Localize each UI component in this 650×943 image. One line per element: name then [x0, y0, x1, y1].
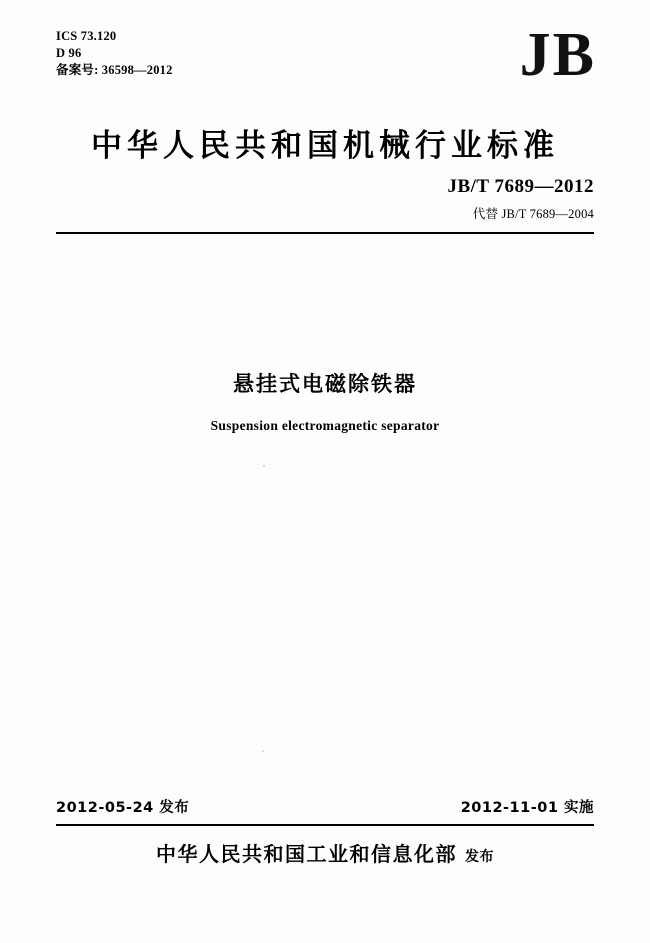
top-divider: [56, 232, 594, 234]
document-title-en: Suspension electromagnetic separator: [210, 418, 440, 433]
ics-info: [56, 28, 173, 79]
publisher-suffix: 发布: [465, 849, 494, 865]
publisher-line: [0, 838, 650, 867]
header-block: [56, 21, 596, 108]
category-code: D 96: [56, 46, 82, 60]
scan-speck: [263, 465, 265, 467]
standard-number-block: [447, 176, 594, 222]
standard-number: JB/T 7689—2012: [447, 176, 594, 197]
jb-logo: JB: [519, 21, 596, 89]
record-number: 备案号: 36598—2012: [56, 63, 173, 77]
national-standard-title: 中华人民共和国机械行业标准: [91, 128, 559, 164]
bottom-divider: [56, 824, 594, 826]
issue-date: 2012-05-24 发布: [56, 800, 190, 816]
implementation-date: 2012-11-01 实施: [460, 800, 594, 816]
date-row: [56, 796, 594, 818]
document-title-cn: 悬挂式电磁除铁器: [233, 372, 417, 396]
scan-speck: [262, 750, 264, 752]
standard-replaces: 代替 JB/T 7689—2004: [472, 207, 594, 221]
ics-code: ICS 73.120: [56, 29, 117, 43]
publisher-name: 中华人民共和国工业和信息化部: [156, 842, 457, 866]
